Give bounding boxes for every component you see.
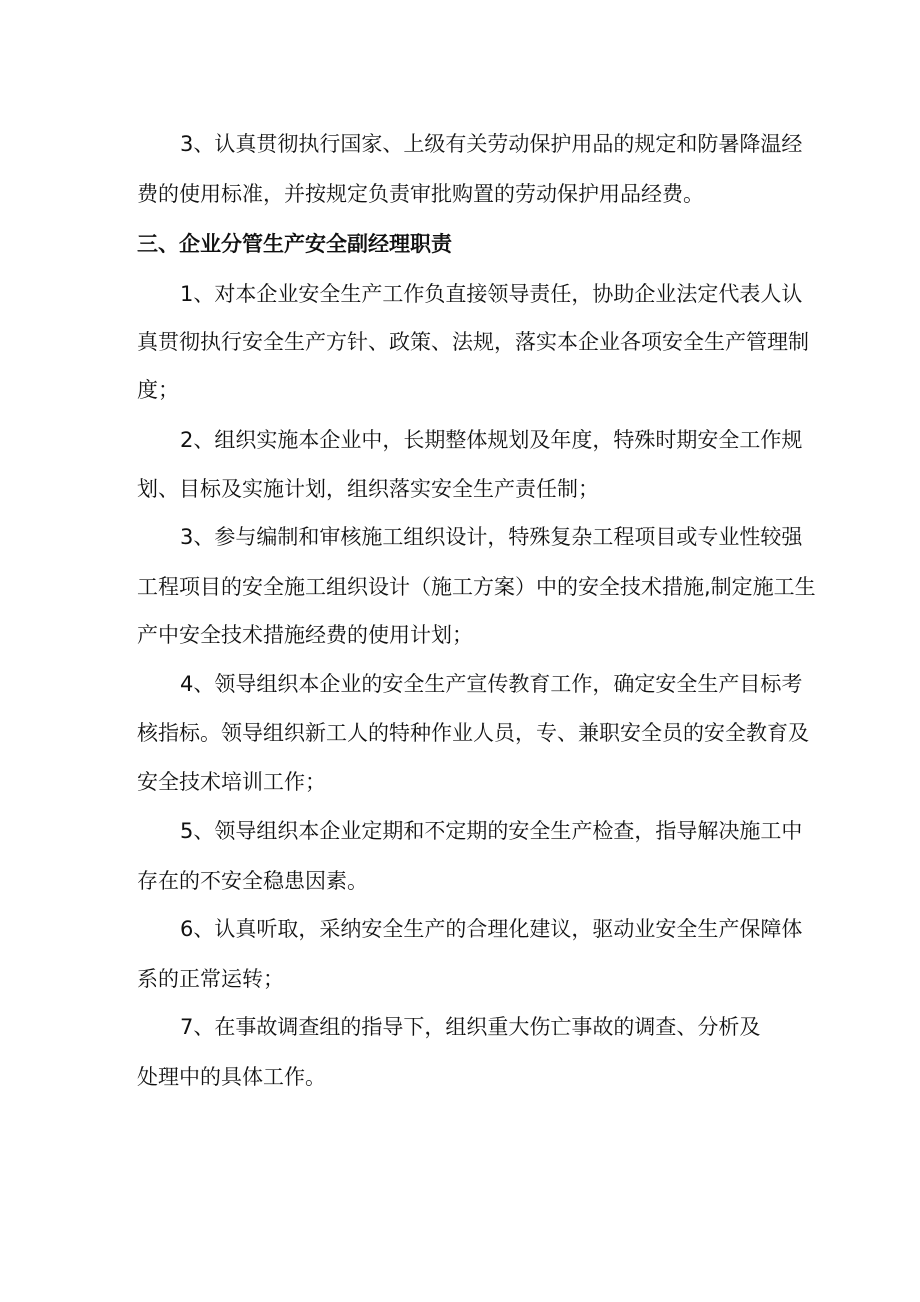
- item-2-line-2: 划、目标及实施计划，组织落实安全生产责任制；: [137, 477, 599, 501]
- item-6-line-2: 系的正常运转；: [137, 967, 284, 991]
- item-1-line-3: 度；: [137, 378, 179, 402]
- item-3-line-3: 产中安全技术措施经费的使用计划；: [137, 623, 473, 647]
- item-3-line-1: 3、参与编制和审核施工组织设计，特殊复杂工程项目或专业性较强: [180, 525, 803, 549]
- item-4-line-2: 核指标。领导组织新工人的特种作业人员，专、兼职安全员的安全教育及: [137, 721, 809, 745]
- item-1-line-1: 1、对本企业安全生产工作负直接领导责任，协助企业法定代表人认: [180, 282, 803, 306]
- paragraph-3-line-1: 3、认真贯彻执行国家、上级有关劳动保护用品的规定和防暑降温经: [180, 132, 803, 156]
- item-4-line-1: 4、领导组织本企业的安全生产宣传教育工作，确定安全生产目标考: [180, 672, 803, 696]
- item-5-line-1: 5、领导组织本企业定期和不定期的安全生产检查，指导解决施工中: [180, 819, 803, 843]
- item-1-line-2: 真贯彻执行安全生产方针、政策、法规，落实本企业各项安全生产管理制: [137, 330, 809, 354]
- item-4-line-3: 安全技术培训工作；: [137, 770, 326, 794]
- paragraph-3-line-2: 费的使用标准，并按规定负责审批购置的劳动保护用品经费。: [137, 182, 704, 206]
- item-7-line-1: 7、在事故调查组的指导下，组织重大伤亡事故的调查、分析及: [180, 1015, 761, 1039]
- item-5-line-2: 存在的不安全稳患因素。: [137, 869, 368, 893]
- item-7-line-2: 处理中的具体工作。: [137, 1065, 326, 1089]
- item-2-line-1: 2、组织实施本企业中，长期整体规划及年度，特殊时期安全工作规: [180, 428, 803, 452]
- item-6-line-1: 6、认真听取，采纳安全生产的合理化建议，驱动业安全生产保障体: [180, 917, 803, 941]
- section-heading: 三、企业分管生产安全副经理职责: [137, 232, 452, 256]
- item-3-line-2: 工程项目的安全施工组织设计（施工方案）中的安全技术措施,制定施工生: [137, 575, 816, 599]
